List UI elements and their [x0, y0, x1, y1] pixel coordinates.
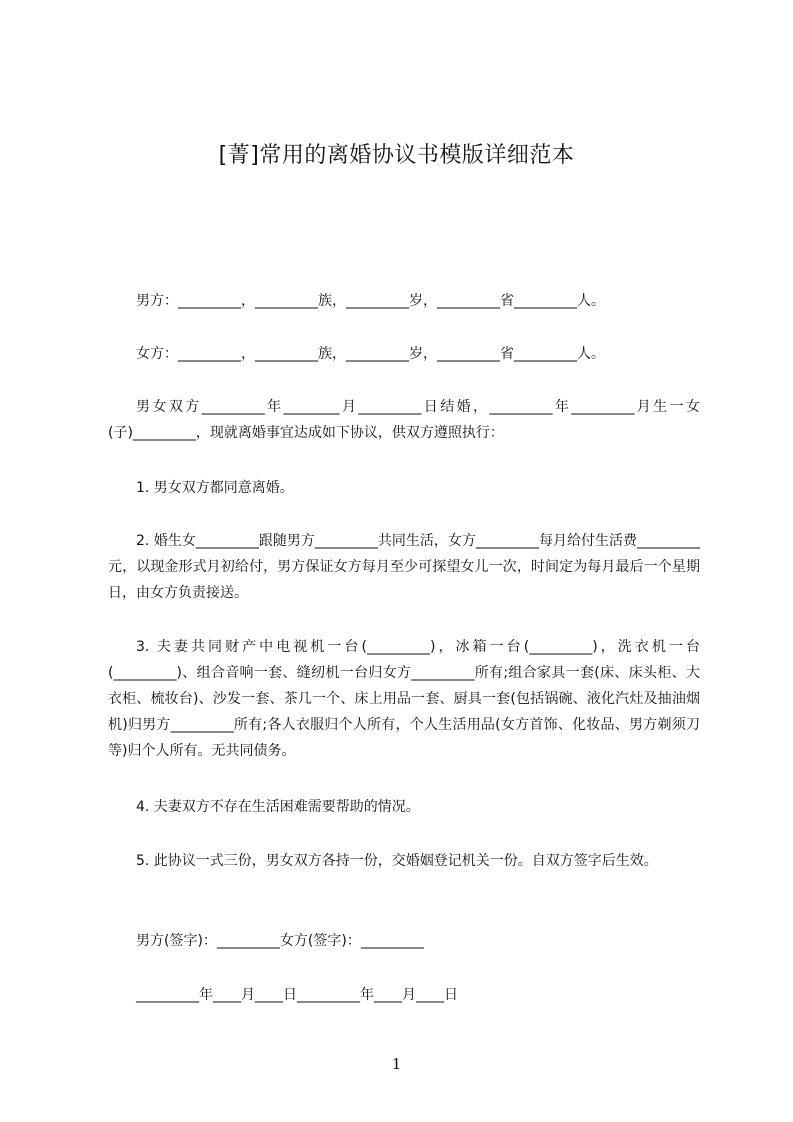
paragraph-husband-info: 男方：_________，_________族，_________岁，_________省_________人。: [136, 293, 605, 309]
clause-1: 1. 男女双方都同意离婚。: [136, 480, 294, 496]
signature-line: 男方(签字)：_________女方(签字)：_________: [136, 933, 424, 949]
date-line: _________年____月____日_________年____月____日: [136, 987, 458, 1003]
clause-4: 4. 夫妻双方不存在生活困难需要帮助的情况。: [136, 799, 420, 815]
page-number: 1: [391, 1055, 402, 1073]
clause-5: 5. 此协议一式三份，男女双方各持一份，交婚姻登记机关一份。自双方签字后生效。: [136, 853, 658, 869]
paragraph-wife-info: 女方：_________，_________族，_________岁，_________省_________人。: [136, 346, 605, 362]
clause-3: 3. 夫妻共同财产中电视机一台(_________)，冰箱一台(_________)，洗衣机一台(_________)、组合音响一套、缝纫机一台归女方_________所有;组合家具一套(床、床头柜、大衣柜、梳妆台)、沙发一套、茶几一个、床上用品一套、厨具一套(包括锅碗、液化汽灶及抽油烟机)归男方_________所有;各人衣服归个人所有，个人生活用品(女方首饰、化妆品、男方剃须刀等)归个人所有。无共同债务。: [108, 639, 700, 759]
clause-2: 2. 婚生女_________跟随男方_________共同生活，女方_________每月给付生活费_________元，以现金形式月初给付，男方保证女方每月至少可探望女儿一次，时间定为每月最后一个星期日，由女方负责接送。: [108, 533, 700, 601]
document-title: [菁]常用的离婚协议书模版详细范本: [218, 143, 575, 168]
paragraph-marriage-info: 男女双方_________年________月_________日结婚，_________年_________月生一女(子)_________，现就离婚事宜达成如下协议，供双方遵照执行：: [108, 399, 700, 441]
